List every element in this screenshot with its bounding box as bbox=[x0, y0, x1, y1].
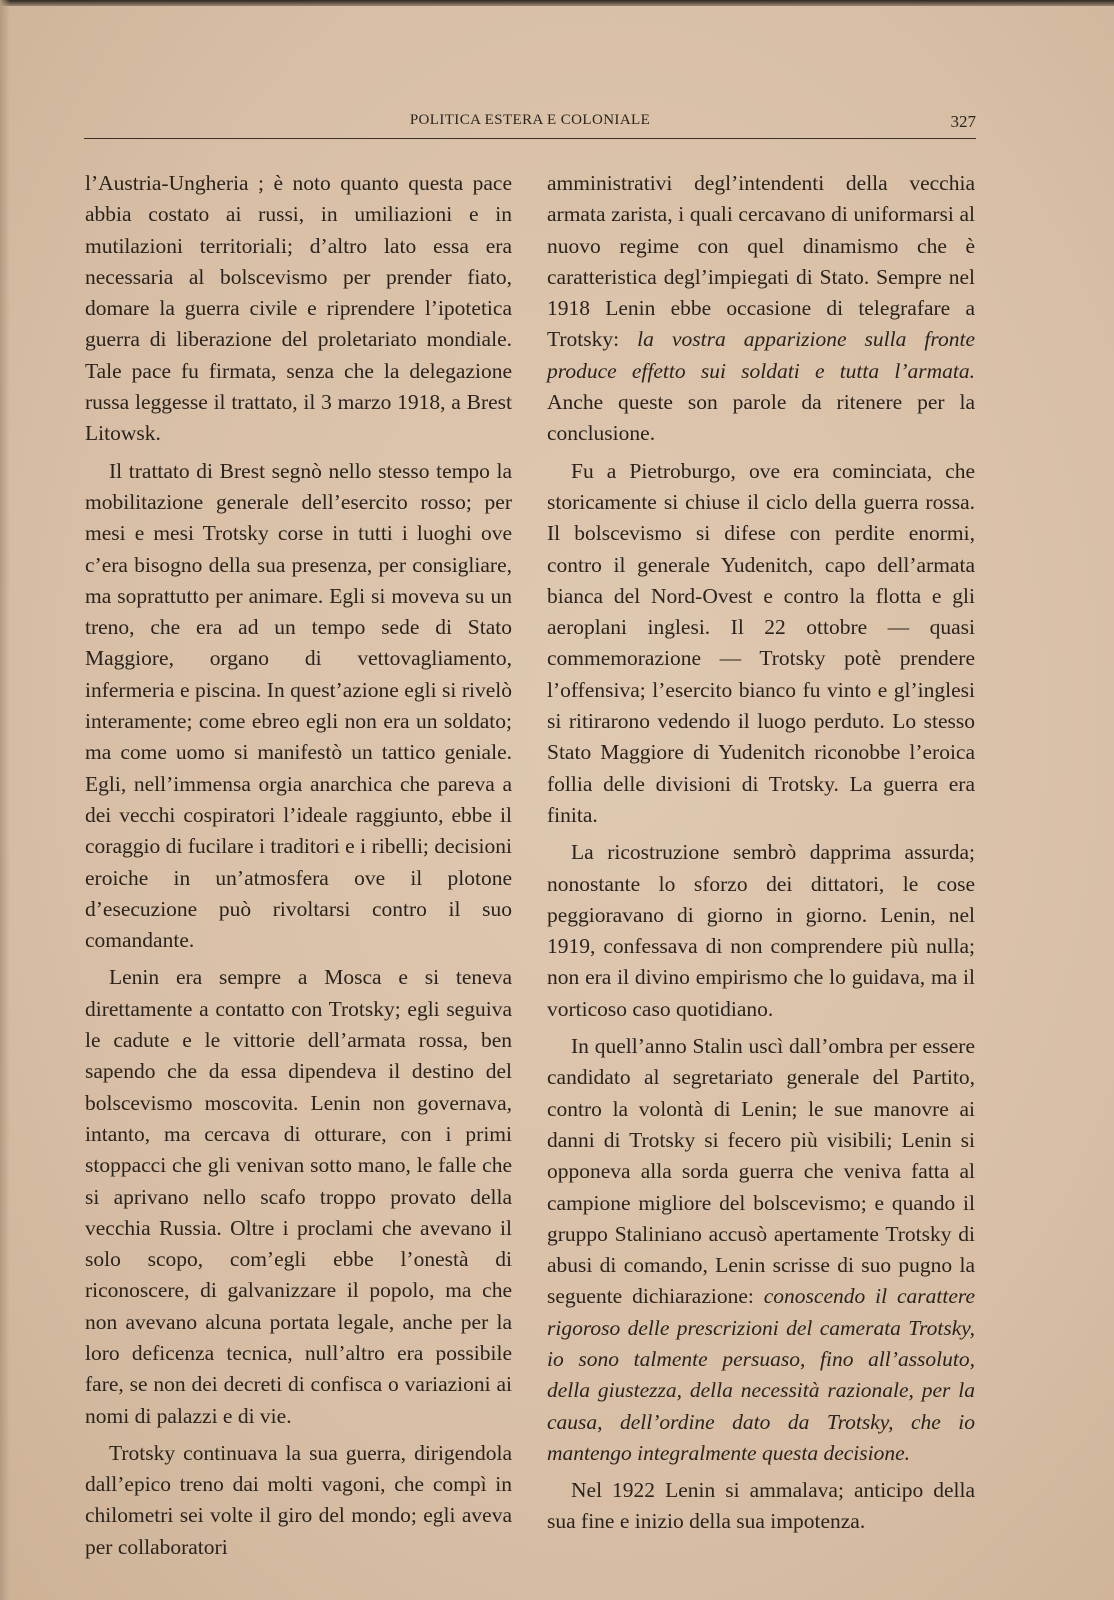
paragraph: Trotsky continuava la sua guerra, dirigendola dall’epico treno dai molti vagoni, che compì in chilometri sei volte il giro del mondo; egli aveva per collaboratori bbox=[85, 1440, 512, 1559]
paragraph-text: Anche queste son parole da ritenere per la conclusione. bbox=[547, 390, 975, 446]
paragraph: Il trattato di Brest segnò nello stesso tempo la mobilitazione generale dell’esercito rosso; per mesi e mesi Trotsky corse in tutti i luoghi ove c’era bisogno della sua presenza, per consigliare, ma soprattutto per animare. Egli si moveva su un treno, che era ad un tempo sede di Stato Maggiore, organo di vettovagliamento, infermeria e piscina. In quest’azione egli si rivelò interamente; come ebreo egli non era un soldato; ma come uomo si manifestò un tattico geniale. Egli, nell’immensa orgia anarchica che pareva a dei vecchi cospiratori l’ideale raggiunto, ebbe il coraggio di fucilare i traditori e i ribelli; decisioni eroiche in un’atmosfera ove il plotone d’esecuzione può rivoltarsi contro il suo comandante. bbox=[85, 458, 512, 953]
italic-quote: la vostra apparizione sulla fronte produce effetto sui soldati e tutta l’armata. bbox=[547, 327, 975, 383]
right-column bbox=[547, 168, 975, 1544]
page-header bbox=[84, 108, 976, 136]
running-head: POLITICA ESTERA E COLONIALE bbox=[409, 112, 651, 128]
paragraph-text: In quell’anno Stalin uscì dall’ombra per essere candidato al segretariato generale del Partito, contro la volontà di Lenin; le sue manovre ai danni di Trotsky si fecero più visibili; Lenin si opponeva alla sorda guerra che veniva fatta al campione migliore del bolscevismo; e quando il gruppo Staliniano accusò apertamente Trotsky di abusi di comando, Lenin scrisse di suo pugno la seguente dichiarazione: bbox=[547, 1034, 975, 1309]
binding-shadow bbox=[0, 0, 10, 1600]
italic-quote: conoscendo il carattere rigoroso delle prescrizioni del camerata Trotsky, io sono talmente persuaso, fino all’assoluto, della giustezza, della necessità razionale, per la causa, dell’ordine dato da Trotsky, che io mantengo integralmente questa decisione. bbox=[547, 1284, 975, 1465]
paragraph: Fu a Pietroburgo, ove era cominciata, che storicamente si chiuse il ciclo della guerra rossa. Il bolscevismo si difese con perdite enormi, contro il generale Yudenitch, capo dell’armata bianca del Nord-Ovest e contro la flotta e gli aeroplani inglesi. Il 22 ottobre — quasi commemorazione — Trotsky potè prendere l’offensiva; l’esercito bianco fu vinto e gl’inglesi si ritirarono vedendo il luogo perduto. Lo stesso Stato Maggiore di Yudenitch riconobbe l’eroica follia delle divisioni di Trotsky. La guerra era finita. bbox=[547, 458, 975, 827]
paragraph bbox=[547, 1031, 975, 1469]
page-top-edge bbox=[0, 0, 1114, 6]
left-column bbox=[85, 168, 512, 1569]
page-number: 327 bbox=[950, 112, 976, 131]
paragraph bbox=[547, 168, 975, 450]
paragraph: Nel 1922 Lenin si ammalava; anticipo della sua fine e inizio della sua impotenza. bbox=[547, 1478, 975, 1534]
paragraph: l’Austria-Ungheria ; è noto quanto questa pace abbia costato ai russi, in umiliazioni e in mutilazioni territoriali; d’altro lato essa era necessaria al bolscevismo per prender fiato, domare la guerra civile e riprendere l’ipotetica guerra di liberazione del proletariato mondiale. Tale pace fu firmata, senza che la delegazione russa leggesse il trattato, il 3 marzo 1918, a Brest Litowsk. bbox=[85, 171, 512, 446]
paragraph-text: amministrativi degl’intendenti della vecchia armata zarista, i quali cercavano di uniformarsi al nuovo regime con quel dinamismo che è caratteristica degl’impiegati di Stato. Sempre nel 1918 Lenin ebbe occasione di telegrafare a Trotsky: bbox=[547, 171, 975, 352]
paragraph: La ricostruzione sembrò dapprima assurda; nonostante lo sforzo dei dittatori, le cose peggioravano di giorno in giorno. Lenin, nel 1919, confessava di non comprendere più nulla; non era il divino empirismo che lo guidava, ma il vorticoso caso quotidiano. bbox=[547, 840, 975, 1021]
paragraph: Lenin era sempre a Mosca e si teneva direttamente a contatto con Trotsky; egli seguiva le cadute e le vittorie dell’armata rossa, ben sapendo che da essa dipendeva il destino del bolscevismo moscovita. Lenin non governava, intanto, ma cercava di otturare, con i primi stoppacci che gli venivan sotto mano, le falle che si aprivano nello scafo troppo provato della vecchia Russia. Oltre i proclami che avevano il solo scopo, com’egli ebbe l’onestà di riconoscere, di galvanizzare il popolo, ma che non avevano alcuna portata legale, anche per la loro deficenza tecnica, null’altro era possibile fare, se non dei decreti di confisca o variazioni ai nomi di palazzi e di vie. bbox=[85, 965, 512, 1428]
header-rule bbox=[84, 138, 976, 139]
